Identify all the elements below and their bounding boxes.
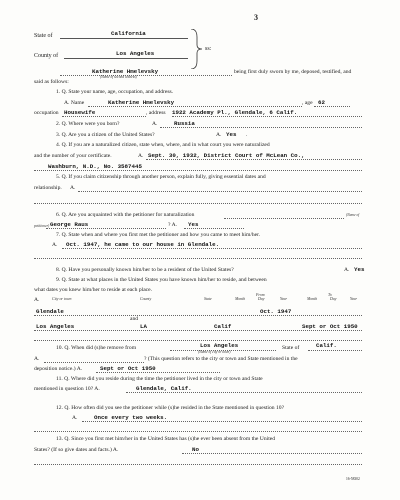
q3-a-prefix: A.	[216, 132, 222, 138]
q10-line2-rest: ? (This question refers to the city or town and State mentioned in the	[144, 356, 298, 362]
q9-col-from: From	[256, 293, 265, 297]
q9-col-year-2: Year	[350, 297, 357, 301]
q9-row1-and: and	[130, 316, 139, 322]
q9-col-day-2: Day	[330, 297, 337, 301]
q10-question: 10. Q. When did (s)he remove from	[56, 345, 137, 351]
q9-col-month-1: Month	[235, 297, 246, 301]
q1-question: 1. Q. State your name, age, occupation, and address.	[56, 89, 174, 95]
q6-question: 6. Q. Are you acquainted with the petitioner for naturalization	[56, 212, 195, 218]
q1-age-label: , age	[302, 100, 313, 106]
q3-end: .	[246, 132, 248, 138]
q1-occupation-line	[62, 116, 146, 117]
q10-city-caption: (Name of city or town)	[198, 350, 231, 354]
q7-question: 7. Q. State when and where you first met the petitioner and how you came to meet him/her.	[56, 232, 261, 238]
q5-line-2	[34, 203, 362, 204]
q10-line2-a: A.	[34, 356, 40, 362]
q10-city: Los Angeles	[200, 342, 239, 349]
q4-line2-label: and the number of your certificate.	[34, 153, 112, 159]
q9-row2-state: Calif	[214, 323, 232, 330]
q9-row2-county: LA	[140, 323, 147, 330]
q4-line-1	[146, 159, 362, 160]
q6-petitioner-caption: petitioner)	[34, 224, 50, 228]
q9-row2-date: Sept or Oct 1950	[302, 323, 358, 330]
q10-answer-line	[96, 372, 220, 373]
q13-line-1	[182, 453, 362, 454]
q3-question: 3. Q. Are you a citizen of the United States?	[56, 132, 155, 138]
q1-age-line	[314, 106, 350, 107]
state-value: California	[111, 30, 146, 37]
state-underline	[60, 38, 188, 39]
q6-answer-line	[184, 228, 244, 229]
q1-a-prefix: A. Name	[64, 100, 85, 106]
q9-col-day-1: Day	[258, 297, 265, 301]
q6-petitioner-line	[46, 228, 166, 229]
intro-line-2: said as follows:	[34, 79, 69, 85]
page-number: 3	[254, 13, 258, 22]
q6-petitioner: George Raus	[50, 221, 89, 228]
q13-answer: No	[192, 446, 199, 453]
q12-line-2	[34, 431, 362, 432]
q7-answer: Oct. 1947, he came to our house in Glendale.	[66, 241, 220, 248]
q7-line-2	[34, 258, 362, 259]
witness-name-line	[60, 75, 232, 76]
q13-question: 13. Q. Since you first met him/her in the United States has (s)he ever been absent from the United	[56, 436, 276, 442]
q4-question: 4. Q. If you are a naturalized citizen, state when, where, and in what court you were naturalized	[56, 142, 270, 148]
q4-answer-1: Sept. 30, 1932, District Court of McLean Co.,	[148, 152, 305, 159]
county-underline	[64, 58, 188, 59]
county-value: Los Angeles	[116, 50, 155, 57]
q4-line-2	[34, 170, 362, 171]
q2-line	[160, 127, 362, 128]
q1-age: 62	[318, 99, 325, 106]
county-label: County of	[34, 53, 59, 59]
q9-col-state: State	[204, 297, 212, 301]
q2-question: 2. Q. Where were you born?	[56, 121, 120, 127]
q2-answer: Russia	[174, 120, 195, 127]
q6-line-1	[224, 218, 344, 219]
q9-col-city: City or town	[52, 297, 72, 301]
q8-a-prefix: A.	[344, 267, 350, 273]
q9-row2-city: Los Angeles	[36, 323, 75, 330]
form-number: 16-58302	[346, 477, 360, 481]
q8-answer: Yes	[354, 266, 365, 273]
q1-address-label: , address	[146, 110, 166, 116]
brace-icon	[190, 29, 204, 69]
q10-line2-blank	[44, 362, 144, 363]
q10-state-line	[308, 350, 362, 351]
q1-name-line	[88, 106, 302, 107]
q10-answer: Sept or Oct 1950	[100, 365, 156, 372]
q11-line2-label: mentioned in question 10? A.	[34, 386, 100, 392]
q9-row1-line	[34, 315, 362, 316]
q1-name: Katherine Hmelevsky	[108, 99, 175, 106]
q13-line-2	[34, 464, 362, 465]
intro-line-1: being first duly sworn by me, deposed, testified, and	[234, 69, 352, 75]
q5-line-1	[78, 191, 362, 192]
q12-a-prefix: A.	[72, 415, 78, 421]
witness-name-caption: (Name of second witness)	[100, 75, 137, 79]
q6-name-caption: (Name of	[346, 213, 360, 217]
q5-question: 5. Q. If you claim citizenship through another person, explain fully, giving essential dates and	[56, 174, 266, 180]
witness-name: Katherine Hmelevsky	[92, 68, 159, 75]
q5-line2-label: relationship.	[34, 185, 62, 191]
q9-col-to: To	[328, 293, 332, 297]
q10-state-label: State of	[282, 345, 300, 351]
q7-a-prefix: A.	[52, 242, 58, 248]
q4-answer-2: Washburn, N.D., No. 3587445	[48, 163, 142, 170]
q1-occupation: Housewife	[64, 109, 96, 116]
q11-answer: Glendale, Calif.	[136, 385, 192, 392]
q11-answer-line	[126, 392, 362, 393]
q12-answer: Once every two weeks.	[94, 414, 168, 421]
ss-mark: ss:	[205, 46, 212, 52]
q1-occupation-label: occupation	[34, 110, 59, 116]
q1-address: 1922 Academy Pl., Glendale, 6 Calif.	[172, 109, 298, 116]
q10-state: Calif.	[316, 342, 337, 349]
q9-col-month-2: Month	[307, 297, 318, 301]
q9-col-year-1: Year	[280, 297, 287, 301]
q9-row3-line	[34, 340, 362, 341]
q9-question: 9. Q. State at what places in the United States you have known him/her to reside, and between	[56, 277, 267, 283]
q9-a-prefix: A.	[34, 297, 40, 303]
q4-a-prefix: A.	[138, 153, 144, 159]
q10-line3-label: deposition notice.) A.	[34, 366, 83, 372]
q12-line-1	[82, 421, 362, 422]
q5-a-prefix: A.	[70, 185, 76, 191]
q11-question: 11. Q. Where did you reside during the time the petitioner lived in the city or town and State	[56, 376, 263, 382]
q9-col-county: County	[140, 297, 152, 301]
q13-line2-label: States? (If so give dates and facts.) A.	[34, 447, 119, 453]
q9-line2: what dates you knew him/her to reside at each place.	[34, 287, 153, 293]
q2-a-prefix: A.	[152, 121, 158, 127]
q7-line-1	[62, 248, 362, 249]
q9-row1-city: Glendale	[36, 308, 64, 315]
q8-question: 8. Q. Have you personally known him/her to be a resident of the United States?	[56, 267, 234, 273]
q9-row1-date: Oct. 1947	[260, 308, 292, 315]
state-label: State of	[34, 33, 53, 39]
q3-answer: Yes	[226, 131, 237, 138]
q9-row2-line	[34, 330, 362, 331]
q6-mid: ? A.	[168, 222, 178, 228]
q1-address-line	[172, 116, 362, 117]
q12-question: 12. Q. How often did you see the petitioner while (s)he resided in the State mentioned in question 10?	[56, 405, 285, 411]
q6-answer: Yes	[188, 221, 199, 228]
